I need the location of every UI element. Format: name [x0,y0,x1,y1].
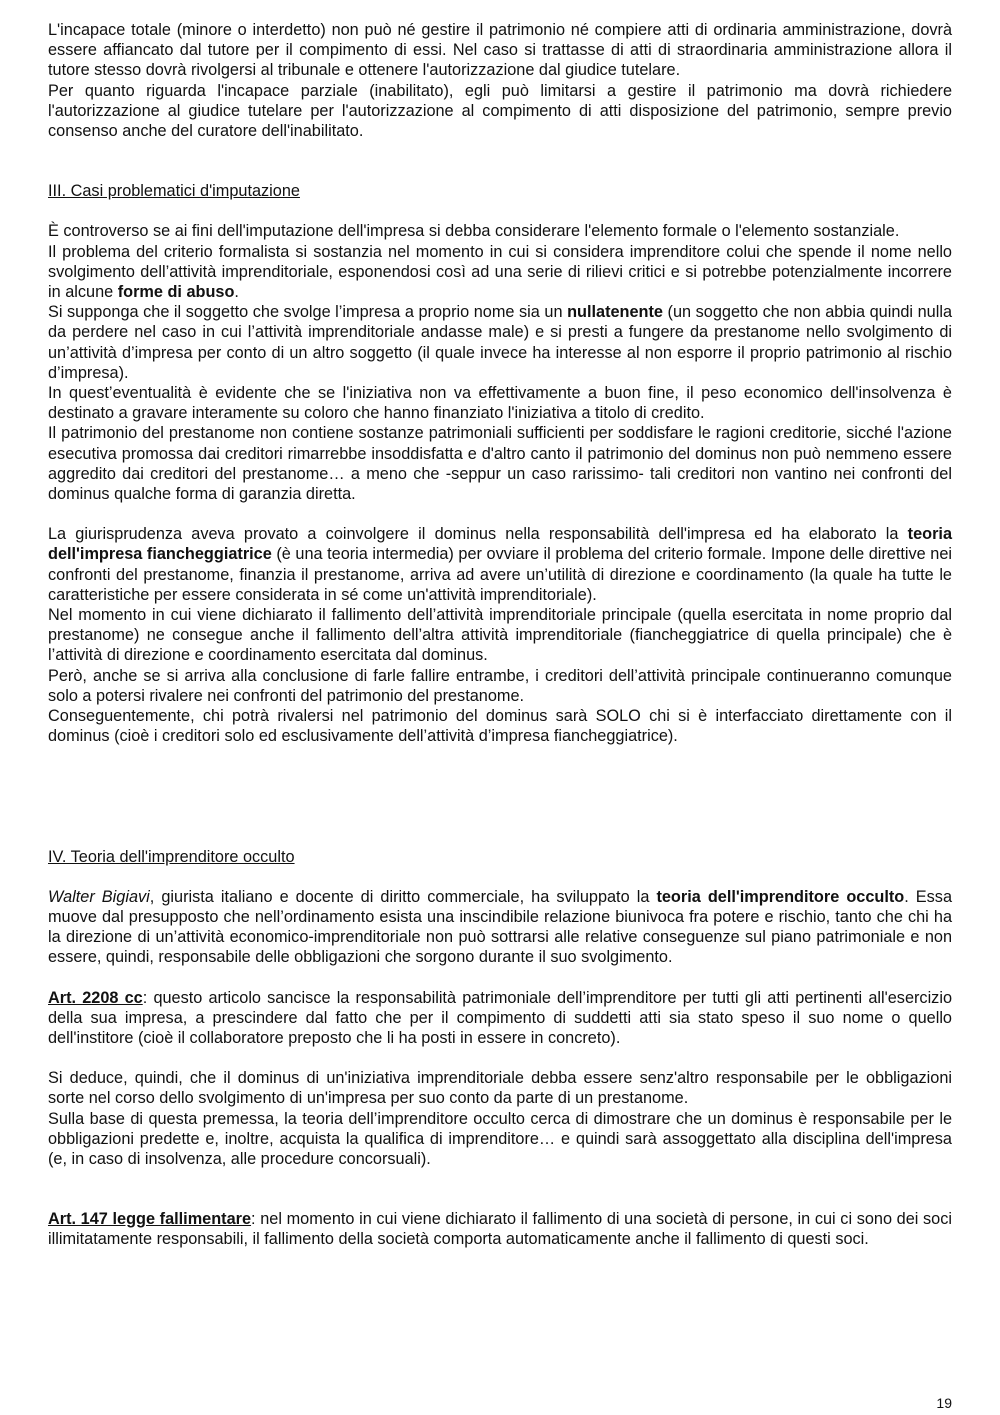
paragraph-criterio-formalista: Il problema del criterio formalista si sostanzia nel momento in cui si considera imprenditore colui che spende il nome nello svolgimento dell’attività imprenditoriale, esponendosi così ad una serie di rilievi critici e si potrebbe potenzialmente incorrere in alcune forme di abuso. [48,242,952,302]
paragraph-pero: Però, anche se si arriva alla conclusione di farle fallire entrambe, i creditori dell’attività principale continueranno comunque solo a potersi rivalere nei confronti del patrimonio del prestanome. [48,666,952,705]
paragraph-conseguentemente: Conseguentemente, chi potrà rivalersi nel patrimonio del dominus sarà SOLO chi si è interfacciato direttamente con il dominus (cioè i creditori solo ed esclusivamente dell’attività d’impresa fiancheggiatrice). [48,707,952,746]
bold-forme-di-abuso: forme di abuso [117,283,235,302]
page-body [48,20,952,1250]
paragraph-controverso: È controverso se ai fini dell'imputazione dell'impresa si debba considerare l'elemento formale o l'elemento sostanziale. [48,222,900,241]
paragraph-bigiavi: Walter Bigiavi, giurista italiano e docente di diritto commerciale, ha sviluppato la teoria dell'imprenditore occulto. Essa muove dal presupposto che nell’ordinamento esista una inscindibile relazione biunivoca fra potere e rischio, tanto che chi ha la direzione di un’attività economico-imprenditoriale non può sottrarsi alle relative conseguenze sul piano patrimoniale e non essere, quindi, responsabile delle obbligazioni che sorgono durante il suo svolgimento. [48,887,952,967]
bold-art-147-legge-fallimentare: Art. 147 legge fallimentare [48,1210,252,1229]
paragraph-patrimonio-prestanome: Il patrimonio del prestanome non contiene sostanze patrimoniali sufficienti per soddisfare le ragioni creditorie, sicché l'azione esecutiva promossa dai creditori rimarrebbe insoddisfatta e d'altro canto il patrimonio del dominus non può nemmeno essere aggredito dai creditori del prestanome… a meno che -seppur un caso rarissimo- tali creditori non vantino nei confronti del dominus qualche forma di garanzia diretta. [48,424,952,504]
bold-teoria-impresa-fiancheggiatrice: teoria dell'impresa fiancheggiatrice [48,525,952,564]
paragraph-art-147: Art. 147 legge fallimentare: nel momento in cui viene dichiarato il fallimento di una società di persone, in cui ci sono dei soci illimitatamente responsabili, il fallimento della società comporta automaticamente anche il fallimento di questi soci. [48,1210,952,1249]
paragraph-si-deduce: Si deduce, quindi, che il dominus di un'iniziativa imprenditoriale debba essere senz'altro responsabile per le obbligazioni sorte nel corso dello svolgimento di un'impresa per suo conto da parte di un prestanome. [48,1069,952,1108]
bold-art-2208-cc: Art. 2208 cc [48,988,143,1007]
paragraph-art-2208: Art. 2208 cc: questo articolo sancisce la responsabilità patrimoniale dell’imprenditore per tutti gli atti pertinenti all'esercizio della sua impresa, a prescindere dal fatto che per il compimento di suddetti atti sia stato speso il suo nome o quello dell'institore (cioè il collaboratore preposto che li ha posti in essere in concreto). [48,988,952,1047]
page-number: 19 [936,1395,952,1411]
section-heading-iii: III. Casi problematici d'imputazione [48,182,300,201]
paragraph-fallimento-principale: Nel momento in cui viene dichiarato il fallimento dell’attività imprenditoriale principale (quella esercitata in nome proprio dal prestanome) ne consegue anche il fallimento dell’altra attività imprenditoriale (fiancheggiatrice di quella principale) che è l’attività di direzione e coordinamento esercitata dal dominus. [48,606,952,665]
paragraph-incapace-parziale: Per quanto riguarda l'incapace parziale (inabilitato), egli può limitarsi a gestire il patrimonio ma dovrà richiedere l'autorizzazione al giudice tutelare per l'autorizzazione al compimento di atti disposizione del patrimonio, sempre previo consenso anche del curatore dell'inabilitato. [48,81,952,141]
paragraph-nullatenente: Si supponga che il soggetto che svolge l’impresa a proprio nome sia un nullatenente (un soggetto che non abbia quindi nulla da perdere nel caso in cui l’attività imprenditoriale andasse male) e si presti a fungere da prestanome nello svolgimento di un’attività d’impresa per conto di un altro soggetto (il quale invece ha interesse al non esporre il proprio patrimonio al rischio d’impresa). [48,303,953,382]
paragraph-giurisprudenza: La giurisprudenza aveva provato a coinvolgere il dominus nella responsabilità dell'impresa ed ha elaborato la teoria dell'impresa fiancheggiatrice (è una teoria intermedia) per ovviare il problema del criterio formale. Impone delle direttive nei confronti del prestanome, finanzia il prestanome, arriva ad avere un’utilità di direzione e coordinamento (la quale ha tutte le caratteristiche per essere considerata in sé come un'attività imprenditoriale). [48,525,952,604]
paragraph-sulla-base: Sulla base di questa premessa, la teoria dell’imprenditore occulto cerca di dimostrare che un dominus è responsabile per le obbligazioni predette e, inoltre, acquista la qualifica di imprenditore… e quindi sarà assoggettato alla disciplina dell'impresa (e, in caso di insolvenza, alle procedure concorsuali). [48,1109,952,1168]
bold-nullatenente: nullatenente [567,303,663,322]
paragraph-incapace-totale: L'incapace totale (minore o interdetto) non può né gestire il patrimonio né compiere atti di ordinaria amministrazione, dovrà essere affiancato dal tutore per il compimento di essi. Nel caso si trattasse di atti di straordinaria amministrazione allora il tutore stesso dovrà rivolgersi al tribunale e ottenere l'autorizzazione dal giudice tutelare. [48,21,952,80]
bold-teoria-imprenditore-occulto: teoria dell'imprenditore occulto [656,887,905,906]
paragraph-eventualita: In quest’eventualità è evidente che se l'iniziativa non va effettivamente a buon fine, il peso economico dell'insolvenza è destinato a gravare interamente su coloro che hanno finanziato l'iniziativa a titolo di credito. [48,384,952,423]
section-heading-iv: IV. Teoria dell'imprenditore occulto [48,847,295,866]
italic-walter-bigiavi: Walter Bigiavi [48,887,150,906]
